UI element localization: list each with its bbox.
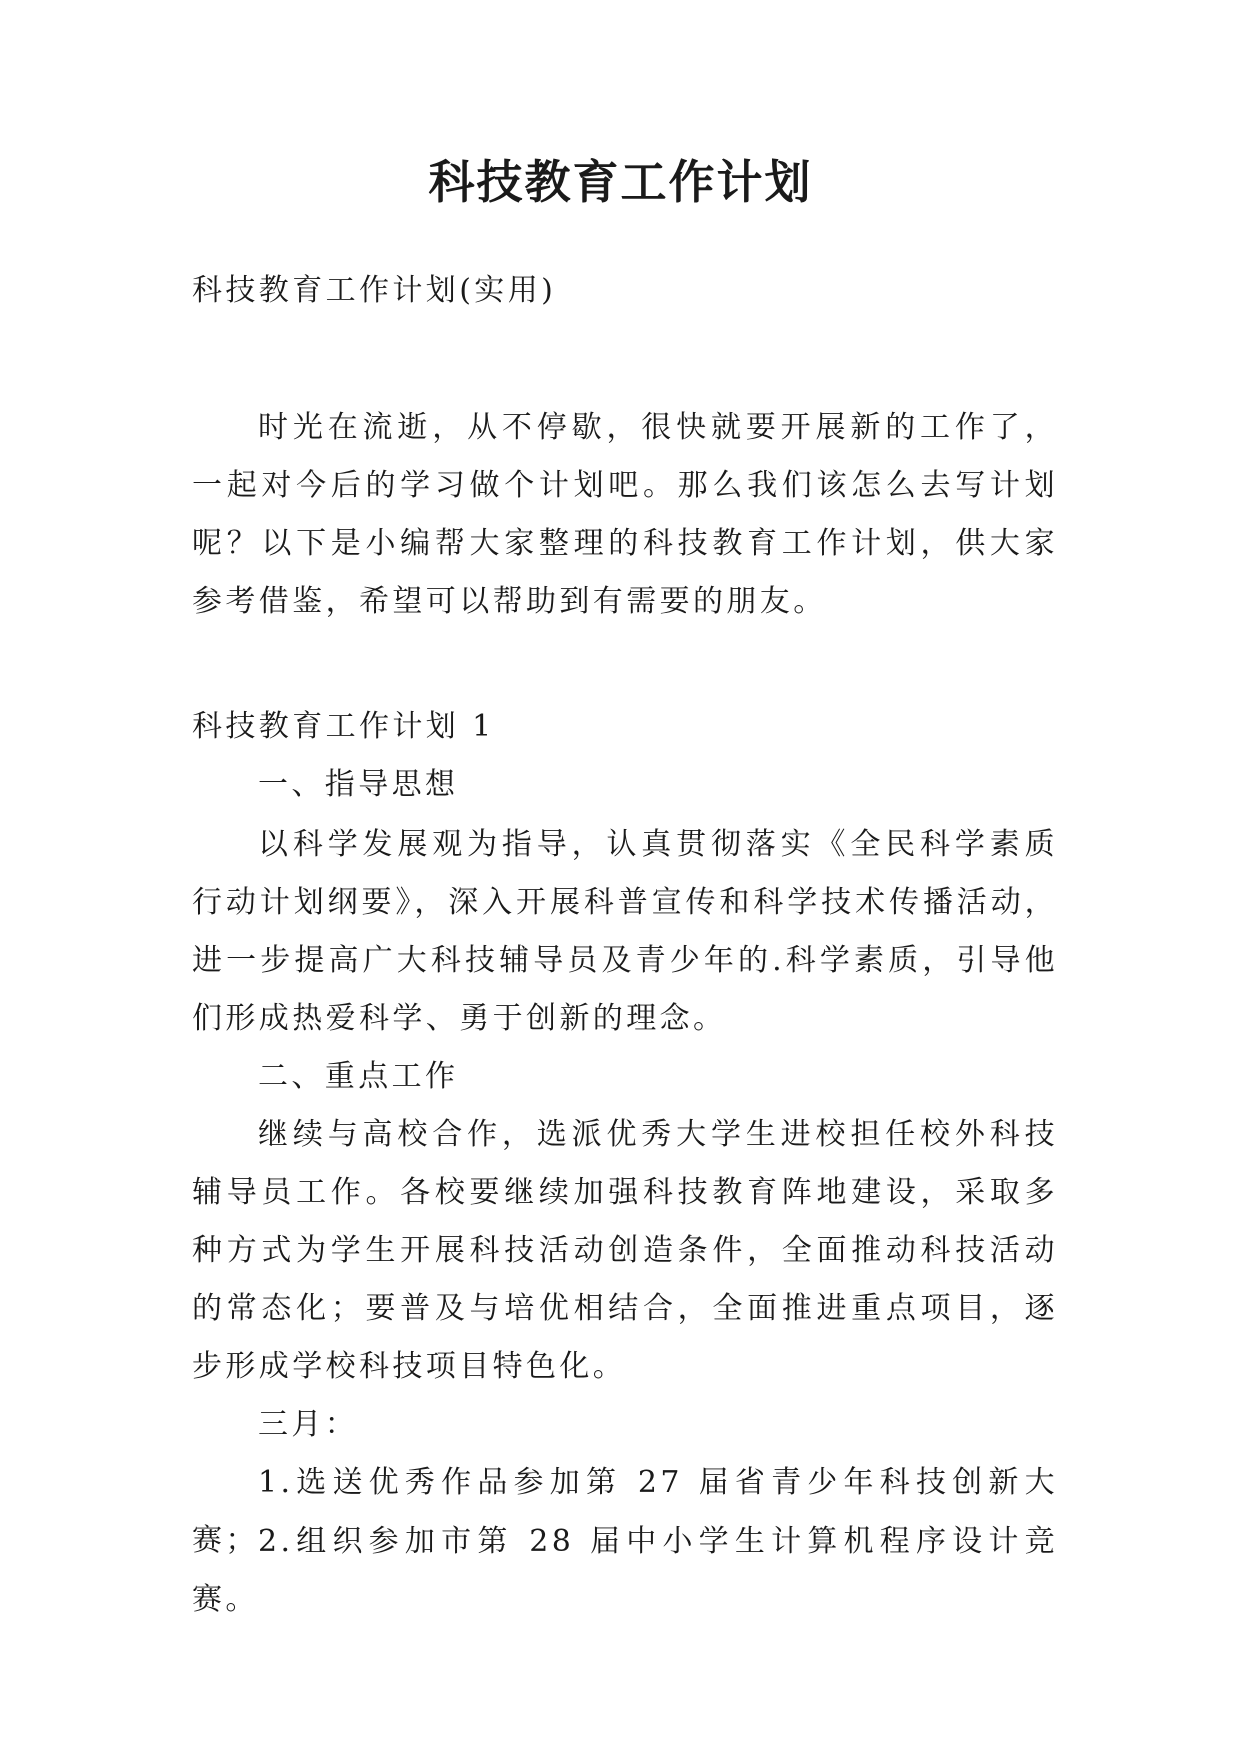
document-subtitle: 科技教育工作计划(实用)	[192, 273, 557, 308]
document-title: 科技教育工作计划	[428, 155, 813, 209]
list-item: 2.组织参加市第 28 届中小学生计算机程序设计竞赛。	[192, 1524, 1058, 1617]
list-item: 1.选送优秀作品参加第 27 届省青少年科技创新大赛；	[192, 1465, 1058, 1558]
section-heading-march: 三月：	[258, 1407, 359, 1442]
section-heading-guide: 一、指导思想	[258, 767, 459, 802]
section-paragraph-guide: 以科学发展观为指导，认真贯彻落实《全民科学素质行动计划纲要》，深入开展科普宣传和科学技术传播活动，进一步提高广大科技辅导员及青少年的.科学素质，引导他们形成热爱科学、勇于创新的理念。	[192, 827, 1058, 1036]
section-paragraph-focus: 继续与高校合作，选派优秀大学生进校担任校外科技辅导员工作。各校要继续加强科技教育阵地建设，采取多种方式为学生开展科技活动创造条件，全面推动科技活动的常态化；要普及与培优相结合，全面推进重点项目，逐步形成学校科技项目特色化。	[192, 1117, 1058, 1384]
plan-heading: 科技教育工作计划 1	[192, 709, 495, 744]
section-heading-focus: 二、重点工作	[258, 1059, 459, 1094]
intro-paragraph: 时光在流逝，从不停歇，很快就要开展新的工作了，一起对今后的学习做个计划吧。那么我们该怎么去写计划呢？以下是小编帮大家整理的科技教育工作计划，供大家参考借鉴，希望可以帮助到有需要的朋友。	[192, 410, 1058, 619]
